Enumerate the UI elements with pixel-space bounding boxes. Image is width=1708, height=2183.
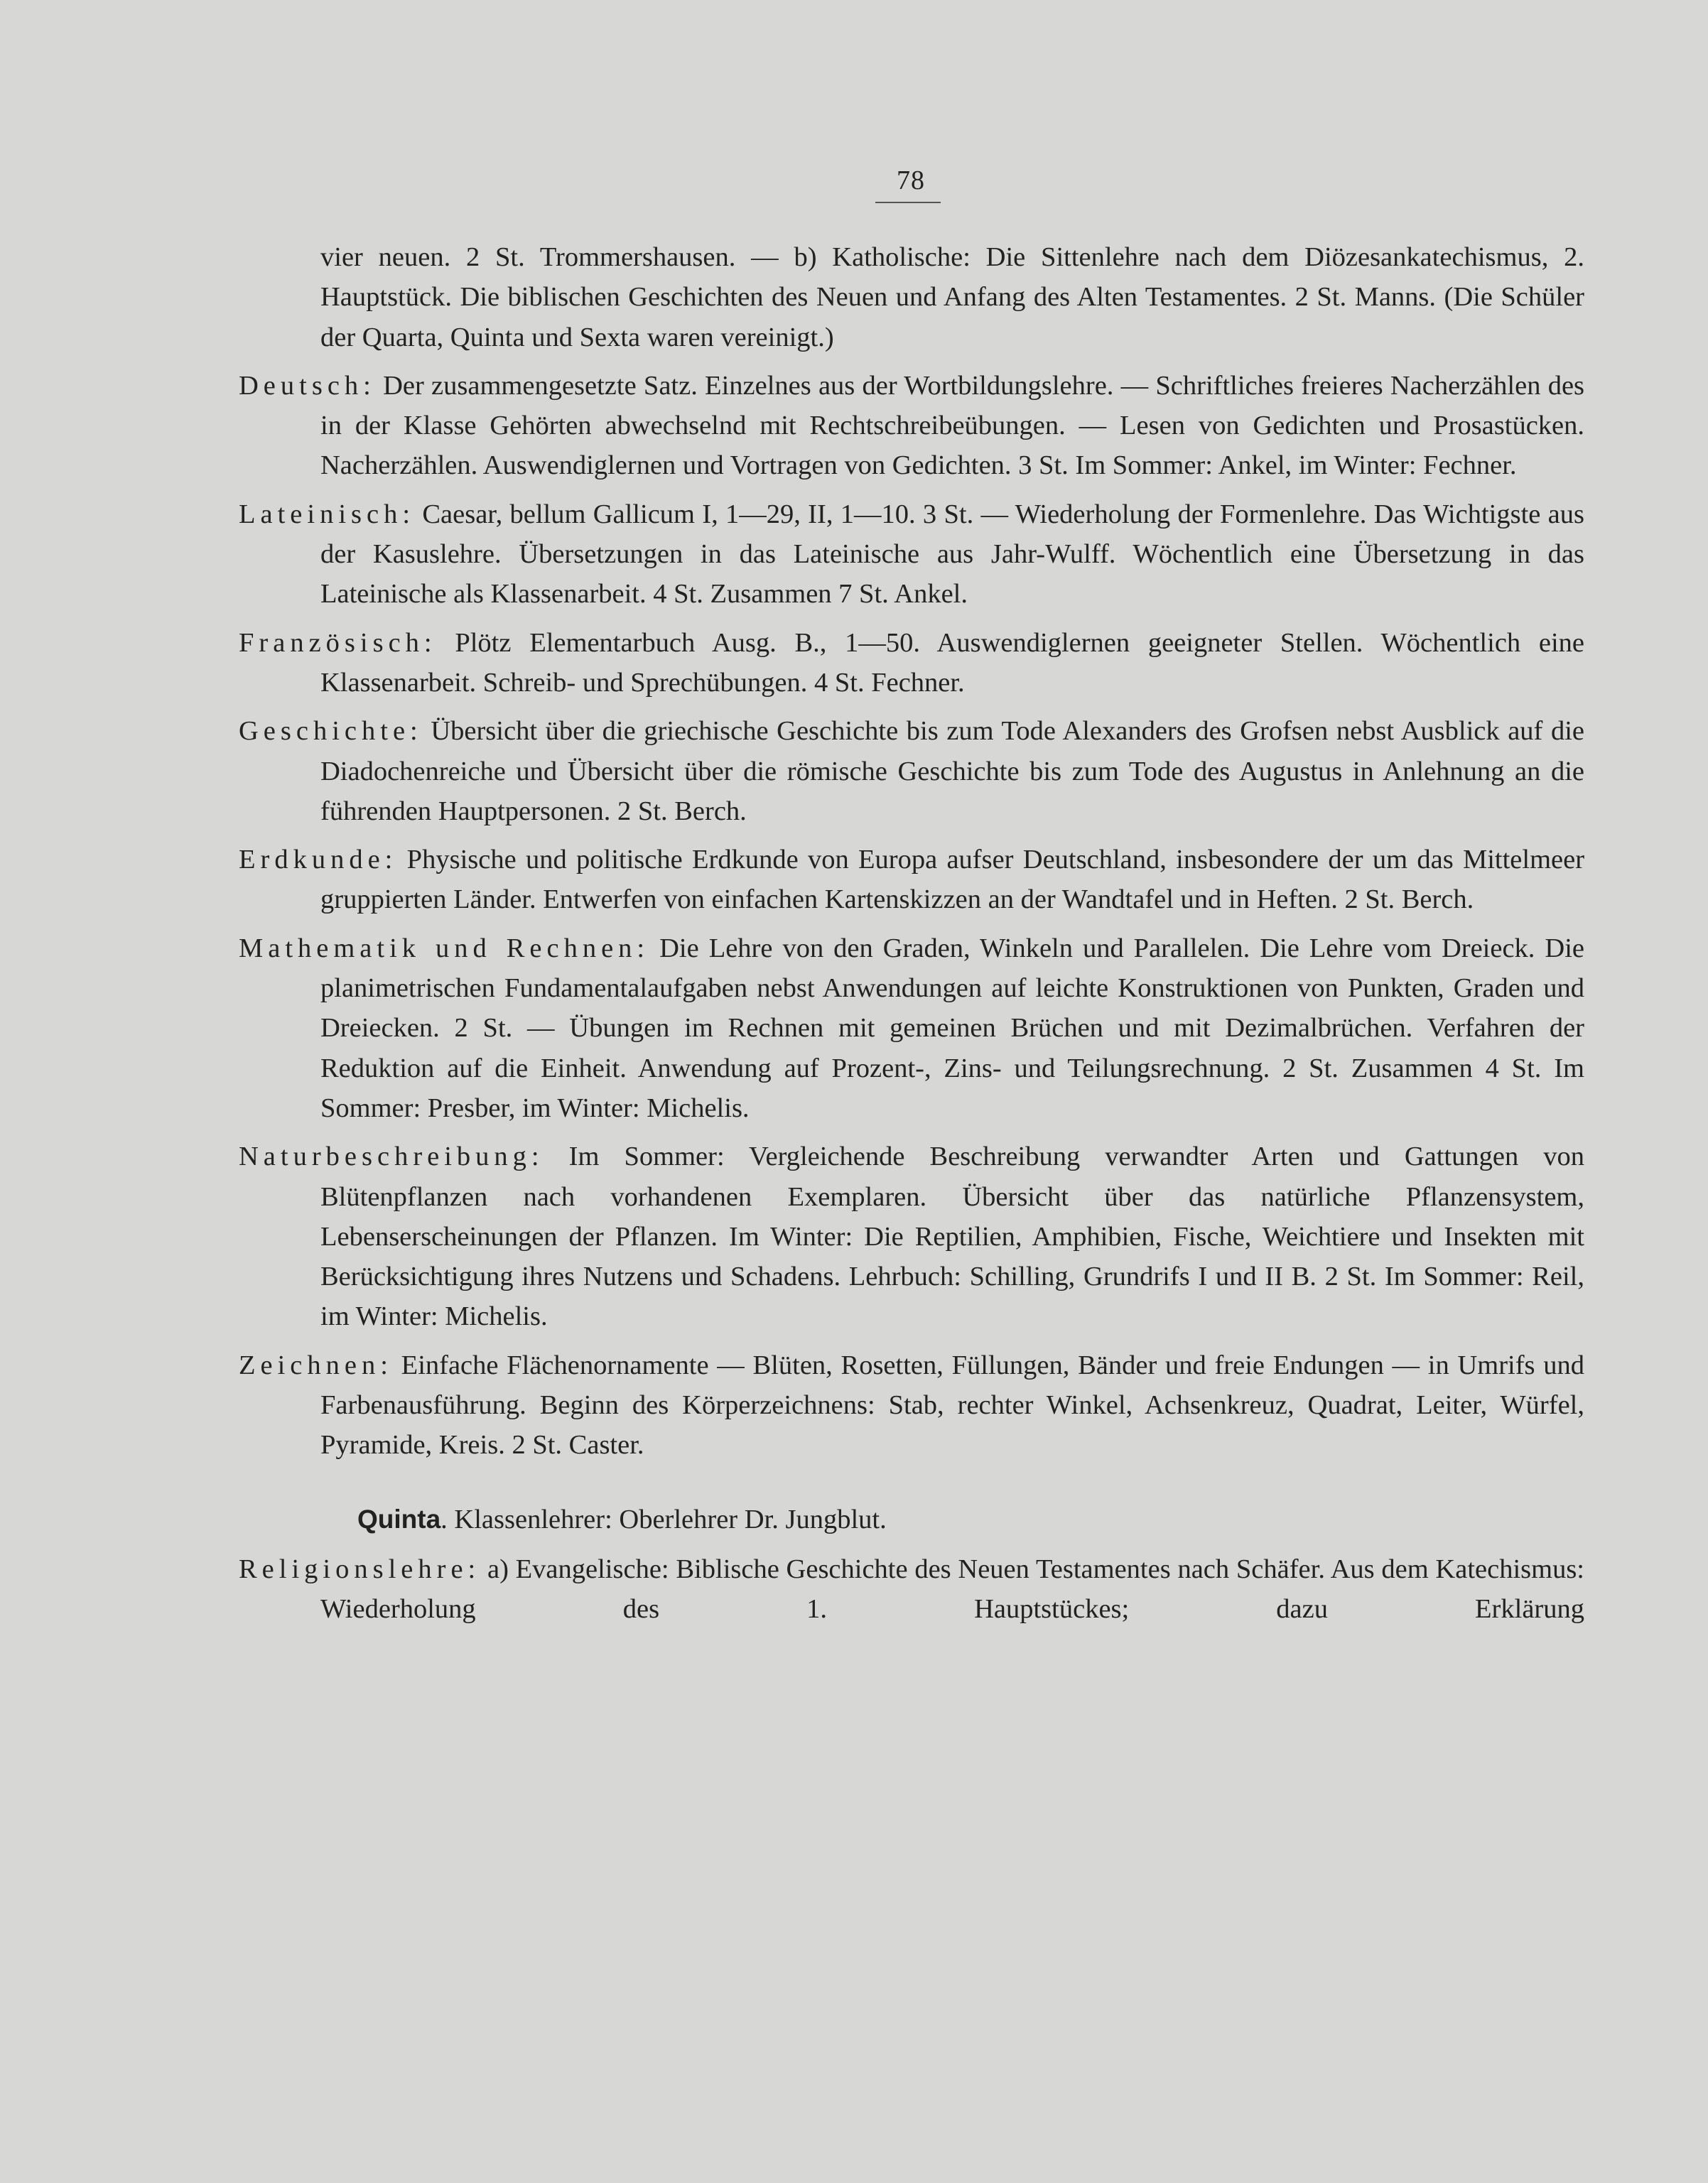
intro-paragraph: vier neuen. 2 St. Trommershausen. — b) Katholische: Die Sittenlehre nach dem Diözesankatechismus, 2. Hauptstück. Die biblischen Geschichten des Neuen und Anfang des Alten Testamentes. 2 St. Manns. (Die Schüler der Quarta, Quinta und Sexta waren vereinigt.) — [320, 242, 1584, 352]
subject-label: Religionslehre: — [239, 1554, 481, 1584]
quinta-class-teacher: . Klassenlehrer: Oberlehrer Dr. Jungblut. — [440, 1504, 887, 1534]
subject-erdkunde — [239, 840, 1584, 920]
subject-text: Der zusammengesetzte Satz. Einzelnes aus der Wortbildungslehre. — Schriftliches freieres Nacherzählen des in der Klasse Gehörten abwechselnd mit Rechtschreibeübungen. — Lesen von Gedichten und Prosastücken. Nacherzählen. Auswendiglernen und Vortragen von Gedichten. 3 St. Im Sommer: Ankel, im Winter: Fechner. — [320, 370, 1585, 481]
subject-label: Naturbeschreibung: — [239, 1142, 544, 1172]
subject-label: Mathematik und Rechnen: — [239, 933, 650, 963]
subject-label: Erdkunde: — [239, 845, 398, 875]
subject-text: Die Lehre von den Graden, Winkeln und Parallelen. Die Lehre vom Dreieck. Die planimetrischen Fundamentalaufgaben nebst Anwendungen auf leichte Konstruktionen von Punkten, Graden und Dreiecken. 2 St. — Übungen im Rechnen mit gemeinen Brüchen und mit Dezimalbrüchen. Verfahren der Reduktion auf die Einheit. Anwendung auf Prozent-, Zins- und Teilungsrechnung. 2 St. Zusammen 4 St. Im Sommer: Presber, im Winter: Michelis. — [320, 933, 1584, 1123]
subject-label: Deutsch: — [239, 370, 376, 401]
page-body — [239, 237, 1584, 1669]
subject-text: Caesar, bellum Gallicum I, 1—29, II, 1—10. 3 St. — Wiederholung der Formenlehre. Das Wichtigste aus der Kasuslehre. Übersetzungen in das Lateinische aus Jahr-Wulff. Wöchentlich eine Übersetzung in das Lateinische als Klassenarbeit. 4 St. Zusammen 7 St. Ankel. — [320, 499, 1584, 610]
quinta-heading — [239, 1500, 1584, 1539]
subject-label: Zeichnen: — [239, 1350, 393, 1380]
subject-text: Physische und politische Erdkunde von Europa aufser Deutschland, insbesondere der um das Mittelmeer gruppierten Länder. Entwerfen von einfachen Kartenskizzen an der Wandtafel und in Heften. 2 St. Berch. — [320, 845, 1585, 915]
subject-text: a) Evangelische: Biblische Geschichte des Neuen Testamentes nach Schäfer. Aus dem Katechismus: Wiederholung des 1. Hauptstückes; dazu Erklärung — [320, 1554, 1584, 1625]
subject-label: Geschichte: — [239, 716, 423, 747]
subject-text: Im Sommer: Vergleichende Beschreibung verwandter Arten und Gattungen von Blütenpflanzen nach vorhandenen Exemplaren. Übersicht über das natürliche Pflanzensystem, Lebenserscheinungen der Pflanzen. Im Winter: Die Reptilien, Amphibien, Fische, Weichtiere und Insekten mit Berücksichtigung ihres Nutzens und Schadens. Lehrbuch: Schilling, Grundrifs I und II B. 2 St. Im Sommer: Reil, im Winter: Michelis. — [320, 1142, 1585, 1332]
quinta-title: Quinta — [357, 1504, 441, 1534]
subject-geschichte — [239, 711, 1584, 831]
subject-naturbeschreibung — [239, 1137, 1584, 1336]
subject-deutsch — [239, 366, 1584, 486]
subject-text: Einfache Flächenornamente — Blüten, Rosetten, Füllungen, Bänder und freie Endungen — in Umrifs und Farbenausführung. Beginn des Körperzeichnens: Stab, rechter Winkel, Achsenkreuz, Quadrat, Leiter, Würfel, Pyramide, Kreis. 2 St. Caster. — [320, 1350, 1585, 1461]
subject-text: Übersicht über die griechische Geschichte bis zum Tode Alexanders des Grofsen nebst Ausblick auf die Diadochenreiche und Übersicht über die römische Geschichte bis zum Tode des Augustus in Anlehnung an die führenden Hauptpersonen. 2 St. Berch. — [320, 716, 1584, 826]
subject-label: Lateinisch: — [239, 499, 416, 529]
subject-lateinisch — [239, 494, 1584, 614]
subject-mathematik — [239, 928, 1584, 1128]
subject-zeichnen — [239, 1345, 1584, 1466]
subject-label: Französisch: — [239, 627, 437, 658]
page-number-rule — [875, 202, 941, 203]
subject-text: Plötz Elementarbuch Ausg. B., 1—50. Auswendiglernen geeigneter Stellen. Wöchentlich eine Klassenarbeit. Schreib- und Sprechübungen. 4 St. Fechner. — [320, 627, 1584, 698]
page-number: 78 — [897, 166, 925, 195]
subject-franzoesisch — [239, 623, 1584, 703]
subject-religionslehre — [239, 1549, 1584, 1669]
